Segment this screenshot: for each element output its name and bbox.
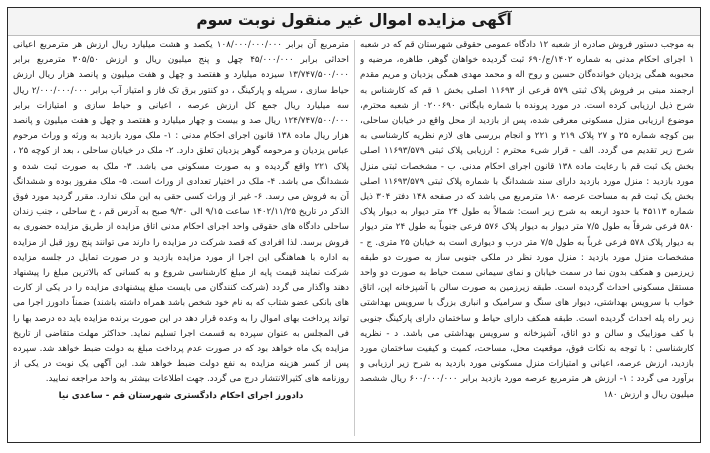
notice-body-left-column: [13, 38, 349, 442]
column-divider: [354, 40, 355, 436]
signature-line: دادورز اجرای احکام دادگستری شهرستان قم - ساعدی نیا: [58, 390, 304, 401]
title-bar: [8, 8, 700, 36]
left-column-text: مترمربع آن برابر ۱۰۸/۰۰۰/۰۰۰/۰۰۰ یکصد و هشت میلیارد ریال ارزش هر مترمربع اعیانی احداثی برابر ۴۵/۰۰۰/۰۰۰ چهل و پنج میلیون ریال و ارزش ۳۰۵/۵۰ مترمربع برابر ۱۳/۷۴۷/۵۰۰/۰۰۰ سیزده میلیارد و هفتصد و چهل و هفت میلیون و پانصد هزار ریال ارزش حیاط سازی ، سرپله و پارکینگ ، دو کنتور برق تک فاز و امتیاز آب برابر ۲/۰۰۰/۰۰۰/۰۰۰ ریال سه میلیارد ریال جمع کل ارزش عرصه ، اعیانی و حیاط سازی و امتیازات برابر ۱۲۴/۷۴۷/۵۰۰/۰۰۰ ریال صد و بیست و چهار میلیارد و هفتصد و چهل و هفت میلیون و پانصد هزار ریال ماده ۱۳۸ قانون اجرای احکام مدنی : ۱- ملک مورد بازدید به ورثه و وراث مرحوم عباس یزدیان و مرحومه گوهر یزدیان تعلق دارد. ۲- ملک در خیابان ساحلی ، بعد از کوچه ۲۵ ، پلاک ۲۲۱ واقع گردیده و به صورت مسکونی می باشد. ۳- ملک به صورت ثبت شده و ششدانگ می باشد. ۴- ملک در اختیار تعدادی از وراث است. ۵- ملک مفروز بوده و ششدانگ آن به فروش می رسد. ۶- غیر از وراث کسی حقی به این ملک ندارد. مقرر گردید مورد فوق الذکر در تاریخ ۱۴۰۲/۱۱/۲۵ ساعت ۹/۱۵ الی ۹/۳۰ صبح به آدرس قم ، خ ساحلی ، جنب زندان ساحلی دادگاه های حقوقی واحد اجرای احکام مدنی اتاق مزایده از طریق مزایده حضوری به فروش برسد. لذا افرادی که قصد شرکت در مزایده را دارند می توانند پنج روز قبل از مزایده به اداره با هماهنگی این اجرا از مورد مزایده بازدید و در صورت تمایل در جلسه مزایده شرکت نمایند قیمت پایه از مبلغ کارشناسی شروع و به کسانی که بالاترین مبلغ را پیشنهاد دهند واگذار می گردد (شرکت کنندگان می بایست مبلغ پیشنهادی مزایده را در یکی از کارت های بانکی عضو شتاب که به نام خود شخص باشد همراه داشته باشند) ضمناً دادورز اجرا می تواند پرداخت بهای اموال را به وعده قرار دهد در این صورت برنده مزایده باید ده درصد بها را فی المجلس به عنوان سپرده به قسمت اجرا تسلیم نماید. حداکثر مهلت متقاضی از تاریخ مزایده یک ماه خواهد بود که در صورت عدم پرداخت مبلغ به دولت ضبط خواهد شد. سپرده پس از کسر هزینه مزایده به نفع دولت ضبط خواهد شد. این آگهی یک نوبت در یکی از روزنامه های کثیرالانتشار درج می گردد. جهت اطلاعات بیشتر به واحد مراجعه نمایید.: [13, 40, 349, 385]
notice-body-right-column: [360, 38, 694, 440]
notice-title: آگهی مزایده اموال غیر منقول نوبت سوم: [196, 11, 512, 29]
right-column-text: به موجب دستور فروش صادره از شعبه ۱۲ دادگاه عمومی حقوقی شهرستان قم که در شعبه ۱ اجرای احکام مدنی به شماره ۱۴۰۲/ج/۶۹۰ ثبت گردیده خواهان گوهر، طاهره، مرضیه و محبوبه همگی یزدیان خوانده‌گان حسین و روح اله و محمد مهدی همگی یزدیان و مریم مقدم ارجمند مبنی بر فروش پلاک ثبتی ۵۷۹ فرعی از ۱۱۶۹۳ اصلی بخش ۱ قم که کارشناس به شرح ذیل ارزیابی کرده است. در مورد پرونده با شماره بایگانی ۰۲۰۰۶۹۰ از شعبه محترم، موضوع ارزیابی منزل مسکونی معرفی شده، پس از بازدید از محل واقع در خیابان ساحلی، بین کوچه شماره ۲۵ و ۲۷ پلاک ۲۱۹ و ۲۲۱ و انجام بررسی های لازم نظریه کارشناسی به شرح زیر تقدیم می گردد. الف - قرار شیء محترم : ارزیابی پلاک ثبتی ۱۱۶۹۳/۵۷۹ اصلی بخش یک ثبت قم با رعایت ماده ۱۳۸ قانون اجرای احکام مدنی. ب - مشخصات ثبتی منزل مورد بازدید : منزل مورد بازدید دارای سند ششدانگ با شماره پلاک ثبتی ۱۱۶۹۳/۵۷۹ اصلی بخش یک ثبت قم به مساحت عرصه ۱۸۰ مترمربع می باشد که در صفحه ۱۴۸ دفتر ۳۰۴ ذیل شماره ۴۵۱۱۳ با حدود اربعه به شرح زیر است: شمالاً به طول ۲۴ متر دیوار به دیوار پلاک ۵۸۰ فرعی شرقاً به طول ۷/۵ متر دیوار به دیوار پلاک ۵۷۶ فرعی جنوباً به طول ۲۴ متر دیوار به دیوار پلاک ۵۷۸ فرعی غرباً به طول ۷/۵ متر درب و دیواری است به خیابان ۲۵ متری. ج - مشخصات منزل مورد بازدید : منزل مورد نظر در ملکی جنوبی ساز به صورت دو طبقه زیرزمین و همکف بدون نما در سمت خیابان و نمای سیمانی سمت حیاط به صورت دو واحد مستقل مسکونی احداث گردیده است. طبقه زیرزمین به صورت سالن با آشپزخانه اپن، اتاق خواب با سرویس بهداشتی، دیوار های سنگ و سرامیک و انباری بزرگ با سرویس بهداشتی زیر راه پله احداث گردیده است. طبقه همکف دارای حیاط و ساختمان دارای پارکینگ جنوبی با کف موزاییک و سالن و دو اتاق، آشپزخانه و سرویس بهداشتی می باشد. د - نظریه کارشناسی : با توجه به نکات فوق، موقعیت محل، مساحت، کمیت و کیفیت ساختمان مورد بازدید، ارزش عرصه، اعیانی و امتیازات منزل مسکونی مورد بازدید به شرح زیر ارزیابی و برآورد می گردد : ۱- ارزش هر مترمربع عرصه مورد بازدید برابر ۶۰۰/۰۰۰/۰۰۰ ریال ششصد میلیون ریال و ارزش ۱۸۰: [360, 40, 694, 400]
